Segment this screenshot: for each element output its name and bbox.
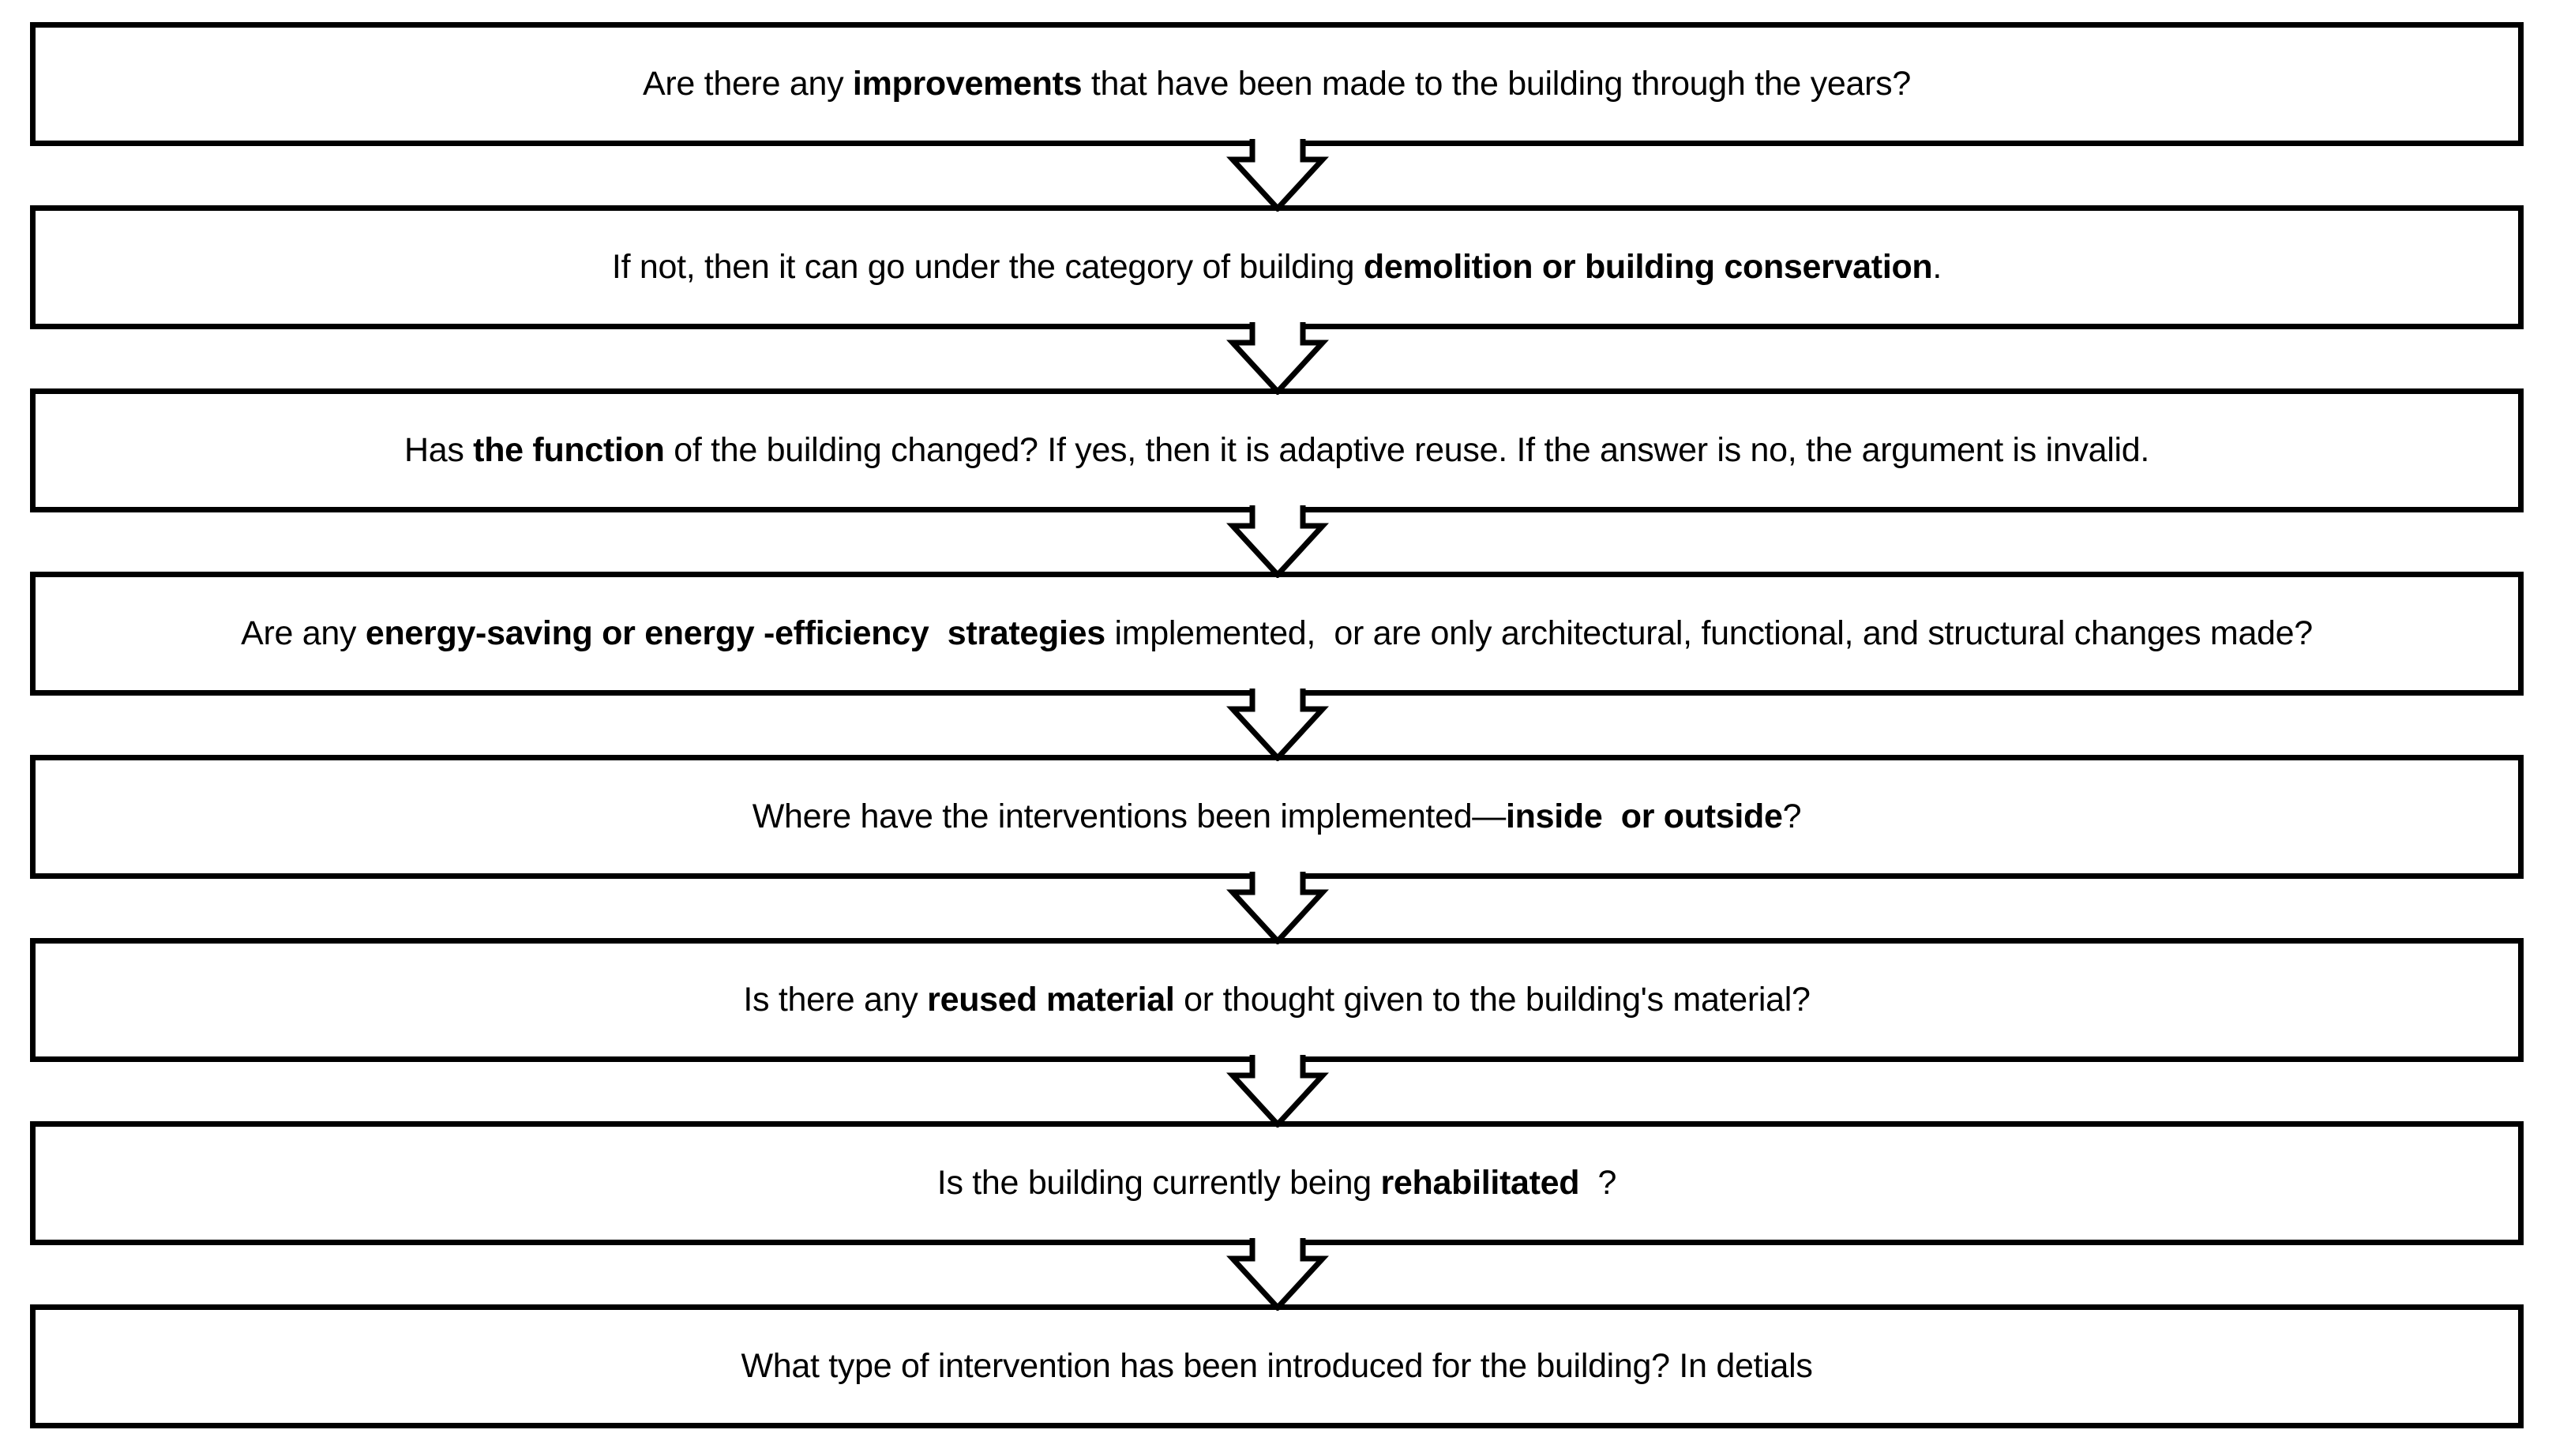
- flow-box-inside-outside-text: Where have the interventions been implemented—inside or outside?: [752, 797, 1802, 835]
- down-arrow-icon: [1225, 1238, 1330, 1311]
- flow-box-function-changed: [30, 388, 2524, 512]
- flow-box-improvements: [30, 22, 2524, 146]
- flow-box-improvements-text: Are there any improvements that have been made to the building through the years?: [643, 65, 1911, 103]
- down-arrow-icon: [1225, 1055, 1330, 1128]
- flow-box-reused-material-text: Is there any reused material or thought given to the building's material?: [743, 981, 1811, 1019]
- down-arrow-path: [1233, 139, 1323, 208]
- down-arrow-path: [1233, 322, 1323, 392]
- down-arrow-icon: [1225, 505, 1330, 578]
- down-arrow-path: [1233, 689, 1323, 758]
- flow-box-demolition-conservation-text: If not, then it can go under the category of building demolition or building conservation.: [611, 248, 1942, 286]
- flow-box-inside-outside: [30, 755, 2524, 879]
- down-arrow-icon: [1225, 139, 1330, 212]
- flow-box-energy-strategies-text: Are any energy-saving or energy -efficiency strategies implemented, or are only architectural, functional, and structural changes made?: [241, 614, 2313, 652]
- flow-box-demolition-conservation: [30, 205, 2524, 329]
- flow-box-rehabilitated: [30, 1121, 2524, 1245]
- flow-box-intervention-type-text: What type of intervention has been introduced for the building? In detials: [741, 1347, 1813, 1385]
- down-arrow-icon: [1225, 689, 1330, 761]
- down-arrow-icon: [1225, 872, 1330, 944]
- down-arrow-icon: [1225, 322, 1330, 395]
- down-arrow-path: [1233, 505, 1323, 575]
- flow-box-energy-strategies: [30, 572, 2524, 696]
- flow-box-rehabilitated-text: Is the building currently being rehabilitated ?: [936, 1164, 1617, 1202]
- down-arrow-path: [1233, 1238, 1323, 1308]
- flow-box-reused-material: [30, 938, 2524, 1062]
- flow-box-intervention-type: [30, 1304, 2524, 1428]
- down-arrow-path: [1233, 1055, 1323, 1124]
- down-arrow-path: [1233, 872, 1323, 941]
- flow-box-function-changed-text: Has the function of the building changed? If yes, then it is adaptive reuse. If the answer is no, the argument is invalid.: [403, 431, 2150, 469]
